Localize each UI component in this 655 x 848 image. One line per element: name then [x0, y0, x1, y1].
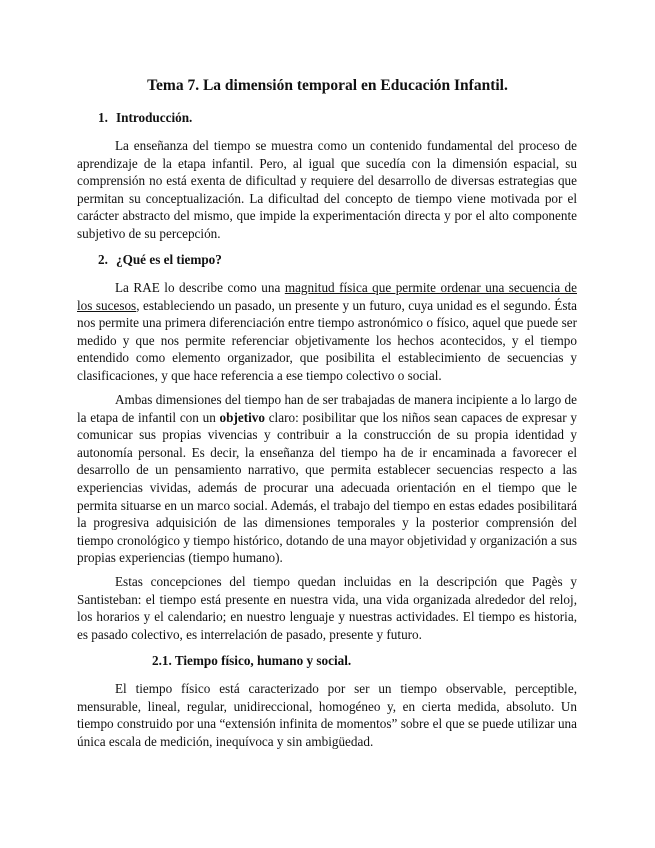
text-run: La RAE lo describe como una: [115, 280, 285, 295]
paragraph-introduccion: La enseñanza del tiempo se muestra como un contenido fundamental del proceso de aprendizaje de la etapa infantil. Pero, al igual que sucedía con la dimensión espacial, su comprensión no está exenta de dificultad y requiere del desarrollo de diversas estrategias que permitan su conceptualización. La dificultad del concepto de tiempo viene motivada por el carácter abstracto del mismo, que impide la experimentación directa y por el alto componente subjetivo de su percepción.: [77, 138, 577, 241]
section-heading-introduccion: [98, 110, 192, 126]
paragraph-concepciones: Estas concepciones del tiempo quedan incluidas en la descripción que Pagès y Santisteban: el tiempo está presente en nuestra vida, una vida organizada alrededor del reloj, los horarios y el calendario; en nuestro lenguaje y nuestras actividades. El tiempo es historia, es pasado colectivo, es interrelación de pasado, presente y futuro.: [77, 574, 577, 642]
section-title: ¿Qué es el tiempo?: [116, 252, 222, 267]
text-run: claro: posibilitar que los niños sean capaces de expresar y comunicar sus propias vivencias y contribuir a la construcción de su propia identidad y autonomía personal. Es decir, la enseñanza del tiempo ha de ir encaminada a favorecer el desarrollo de un pensamiento narrativo, que permita establecer secuencias respecto a las experiencias vividas, además de procurar una adecuada orientación en el tiempo que le permita situarse en un marco social. Además, el trabajo del tiempo en estas edades posibilitará la progresiva adquisición de las dimensiones temporales y la posterior comprensión del tiempo cronológico y tiempo histórico, dotando de una mayor objetividad y organización a sus propias experiencias (tiempo humano).: [77, 409, 577, 566]
paragraph-ambas-dimensiones: [77, 391, 577, 567]
underlined-definition: magnitud física que permite ordenar una secuencia de los sucesos: [77, 280, 577, 313]
section-number: 2.: [98, 252, 108, 267]
paragraph-tiempo-fisico: El tiempo físico está caracterizado por ser un tiempo observable, perceptible, mensurable, lineal, regular, unidireccional, homogéneo y, en cierta medida, absoluto. Un tiempo construido por una “extensión infinita de momentos” sobre el que se puede utilizar una única escala de medición, inequívoca y sin ambigüedad.: [77, 681, 577, 749]
document-title: Tema 7. La dimensión temporal en Educación Infantil.: [147, 77, 508, 94]
subsection-heading-tiempo-fisico: 2.1. Tiempo físico, humano y social.: [152, 653, 352, 668]
section-title: Introducción.: [116, 110, 193, 125]
paragraph-rae-definition: [77, 279, 577, 385]
text-run: , estableciendo un pasado, un presente y un futuro, cuya unidad es el segundo. Ésta nos permite una primera diferenciación entre tiempo astronómico o físico, aquel que puede ser medido y que nos permite referenciar objetivamente los hechos acontecidos, y el tiempo entendido como elemento organizador, que posibilita el establecimiento de secuencias y clasificaciones, y que hace referencia a ese tiempo colectivo o social.: [77, 297, 577, 383]
section-number: 1.: [98, 110, 108, 125]
text-run: Ambas dimensiones del tiempo han de ser trabajadas de manera incipiente a lo largo de la etapa de infantil con un: [77, 392, 577, 425]
bold-term: objetivo: [219, 409, 265, 425]
section-heading-que-es-el-tiempo: [98, 252, 222, 268]
